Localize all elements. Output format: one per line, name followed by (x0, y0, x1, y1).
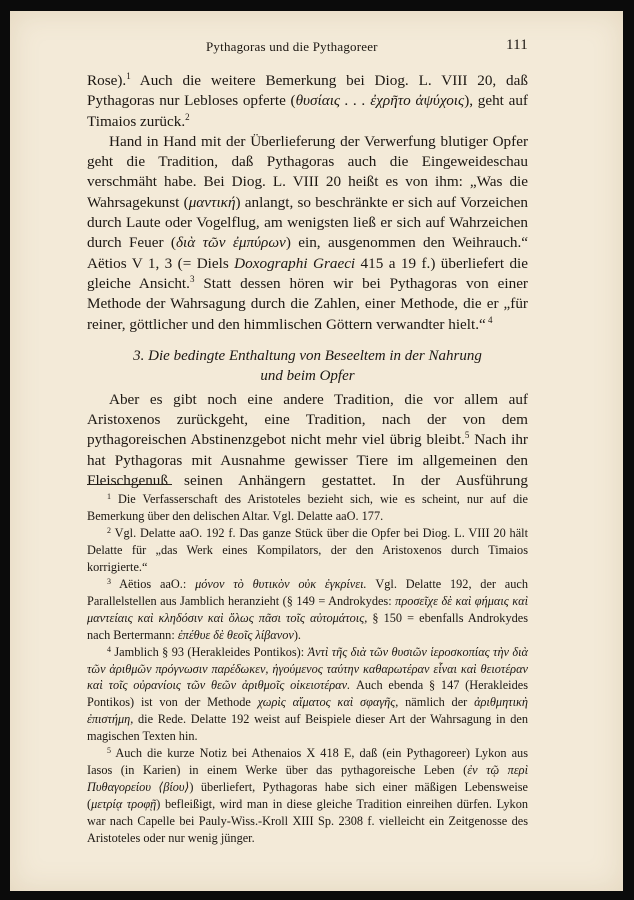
section-heading (87, 346, 528, 386)
footnote-4 (87, 644, 528, 746)
footnote-ref-3: 3 (189, 273, 195, 284)
footnote-mark: 2 (107, 525, 111, 535)
text-run: ) anlangt, so beschränkte er sich auf Vorzeichen durch Laute oder Vogelflug, am wenigsten ließ er sich auf Wahrzeichen durch Feuer ( (87, 193, 529, 252)
greek-quote: μετρίᾳ τροφῇ (91, 797, 157, 812)
text-run: Statt dessen hören wir bei Pythagoras von einer Methode der Wahrsagung durch die Zahlen, einer Methode, die er „für reiner, göttlicher und den himmlischen Göttern verwandter hielt.“ (87, 274, 528, 333)
greek-quote: Ἀντὶ τῆς διὰ τῶν θυσιῶν ἱεροσκοπίας τὴν διὰ τῶν ἀριθμῶν πρόγνωσιν παρέδωκεν, ἡγούμενος ταύτην καθαρωτέραν εἶναι καὶ θειοτέραν καὶ τοῖς οὐρανίοις τῶν θεῶν ἀριθμοῖς οἰκειοτέραν. (87, 644, 528, 693)
text-run: ) befleißigt, wird man in diese gleiche Tradition einreihen dürfen. Lykon war nach Capelle bei Pauly-Wiss.-Kroll XIII Sp. 2308 f. vielleicht ein Zeitgenosse des Aristoteles oder nur wenig jünger. (87, 797, 529, 846)
text-run: Auch die kurze Notiz bei Athenaios X 418 E, daß (ein Pythagoreer) Lykon aus Iasos (in Karien) in einem Werke über das pythagoreische Leben ( (87, 746, 528, 778)
text-run: nämlich der (398, 695, 475, 710)
text-run: Nach ihr hat Pythagoras mit Ausnahme gewisser Tiere im allgemeinen den Fleischgenuß seinen Anhängern gestattet. In der Ausführung (87, 431, 528, 490)
footnote-ref-5: 5 (464, 430, 470, 441)
footnote-rule (87, 484, 172, 485)
page-number: 111 (506, 37, 528, 53)
text-run: ) ein, ausgenommen den Weihrauch.“ Aëtios V 1, 3 (= Diels (87, 234, 529, 272)
footnotes (87, 491, 528, 847)
text-run: ), geht auf Timaios zurück. (87, 92, 528, 130)
text-run: Jamblich § 93 (Herakleides Pontikos): (111, 644, 308, 659)
paragraph-1 (87, 71, 528, 132)
greek-quote: ἐν τῷ περὶ Πυθαγορείου ⟨βίου⟩ (87, 763, 528, 795)
greek-quote: ἐπέθυε δὲ θεοῖς λίβανον (177, 627, 294, 642)
greek-quote: μόνον τὸ θυτικὸν οὐκ ἐγκρίνει. (195, 576, 367, 591)
greek-quote: μαντική (188, 193, 236, 211)
greek-quote: προσεῖχε δὲ καὶ φήμαις καὶ μαντείαις καὶ κληδόσιν καὶ ὅλως πᾶσι τοῖς αὐτομάτοις, (87, 593, 529, 625)
footnote-mark: 3 (107, 576, 111, 586)
footnote-mark: 5 (107, 746, 111, 756)
text-run: ) überliefert, Pythagoras habe sich einer mäßigen Lebensweise ( (87, 780, 528, 812)
footnote-ref-1: 1 (126, 71, 131, 81)
running-title: Pythagoras und die Pythagoreer (206, 39, 378, 54)
footnote-mark: 4 (107, 644, 111, 654)
footnote-5 (87, 745, 528, 847)
text-run: Rose). (87, 72, 127, 89)
text-run: Die Verfasserschaft des Aristoteles bezieht sich, wie es scheint, nur auf die Bemerkung über den delischen Altar. Vgl. Delatte aaO. 177. (87, 492, 528, 523)
text-run: § 150 = ebenfalls Androkydes nach Bertermann: (87, 610, 528, 642)
greek-quote: διὰ τῶν ἐμπύρων (175, 234, 286, 252)
text-run: Auch ebenda § 147 (Herakleides Pontikos) ist von der Methode (87, 678, 528, 710)
footnote-1 (87, 491, 528, 525)
greek-quote: χωρὶς αἵματος καὶ σφαγῆς, (257, 695, 399, 710)
section-heading-line: und beim Opfer (260, 367, 355, 384)
text-run: Auch die weitere Bemerkung bei Diog. L. VIII 20, daß Pythagoras nur Lebloses opferte ( (87, 72, 528, 110)
footnote-2 (87, 525, 528, 576)
text-run: Hand in Hand mit der Überlieferung der Verwerfung blutiger Opfer geht die Tradition, daß Pythagoras auch die Eingeweideschau verschmäht habe. Bei Diog. L. VIII 20 heißt es von ihm: „Was die Wahrsagekunst ( (87, 132, 528, 211)
text-run: 415 a 19 f.) überliefert die gleiche Ansicht. (87, 254, 528, 292)
italic-title: Doxographi Graeci (234, 254, 356, 272)
footnote-ref-4: 4 (485, 314, 493, 325)
text-run: Vgl. Delatte 192, der auch Parallelstellen aus Jamblich heranzieht (§ 149 = Androkydes: (87, 576, 529, 608)
book-page (10, 11, 623, 891)
section-heading-line: 3. Die bedingte Enthaltung von Beseeltem in der Nahrung (133, 347, 482, 364)
text-run: Aëtios aaO.: (111, 576, 196, 591)
text-run: die Rede. Delatte 192 weist auf Beispiele dieser Art der Wahrsagung in den magischen Texten hin. (87, 712, 528, 744)
greek-quote: ἀριθμητικὴ ἐπιστήμη, (87, 695, 528, 727)
footnote-mark: 1 (107, 492, 111, 501)
text-run: ). (293, 627, 301, 642)
paragraph-3 (87, 390, 528, 491)
greek-quote: θυσίαις . . . ἐχρῆτο ἀψύχοις (295, 92, 465, 110)
footnote-3 (87, 576, 528, 644)
text-run: Aber es gibt noch eine andere Tradition, die vor allem auf Aristoxenos zurückgeht, eine Tradition, nach der von dem pythagoreischen Abstinenzgebot nicht mehr viel übrig bleibt. (87, 390, 528, 449)
text-run: Vgl. Delatte aaO. 192 f. Das ganze Stück über die Opfer bei Diog. L. VIII 20 hält Delatte für „das Werk eines Kompilators, der den Aristoxenos durch Timaios korrigierte.“ (87, 525, 528, 574)
main-text (87, 71, 528, 491)
footnote-ref-2: 2 (185, 111, 190, 122)
paragraph-2 (87, 132, 528, 335)
